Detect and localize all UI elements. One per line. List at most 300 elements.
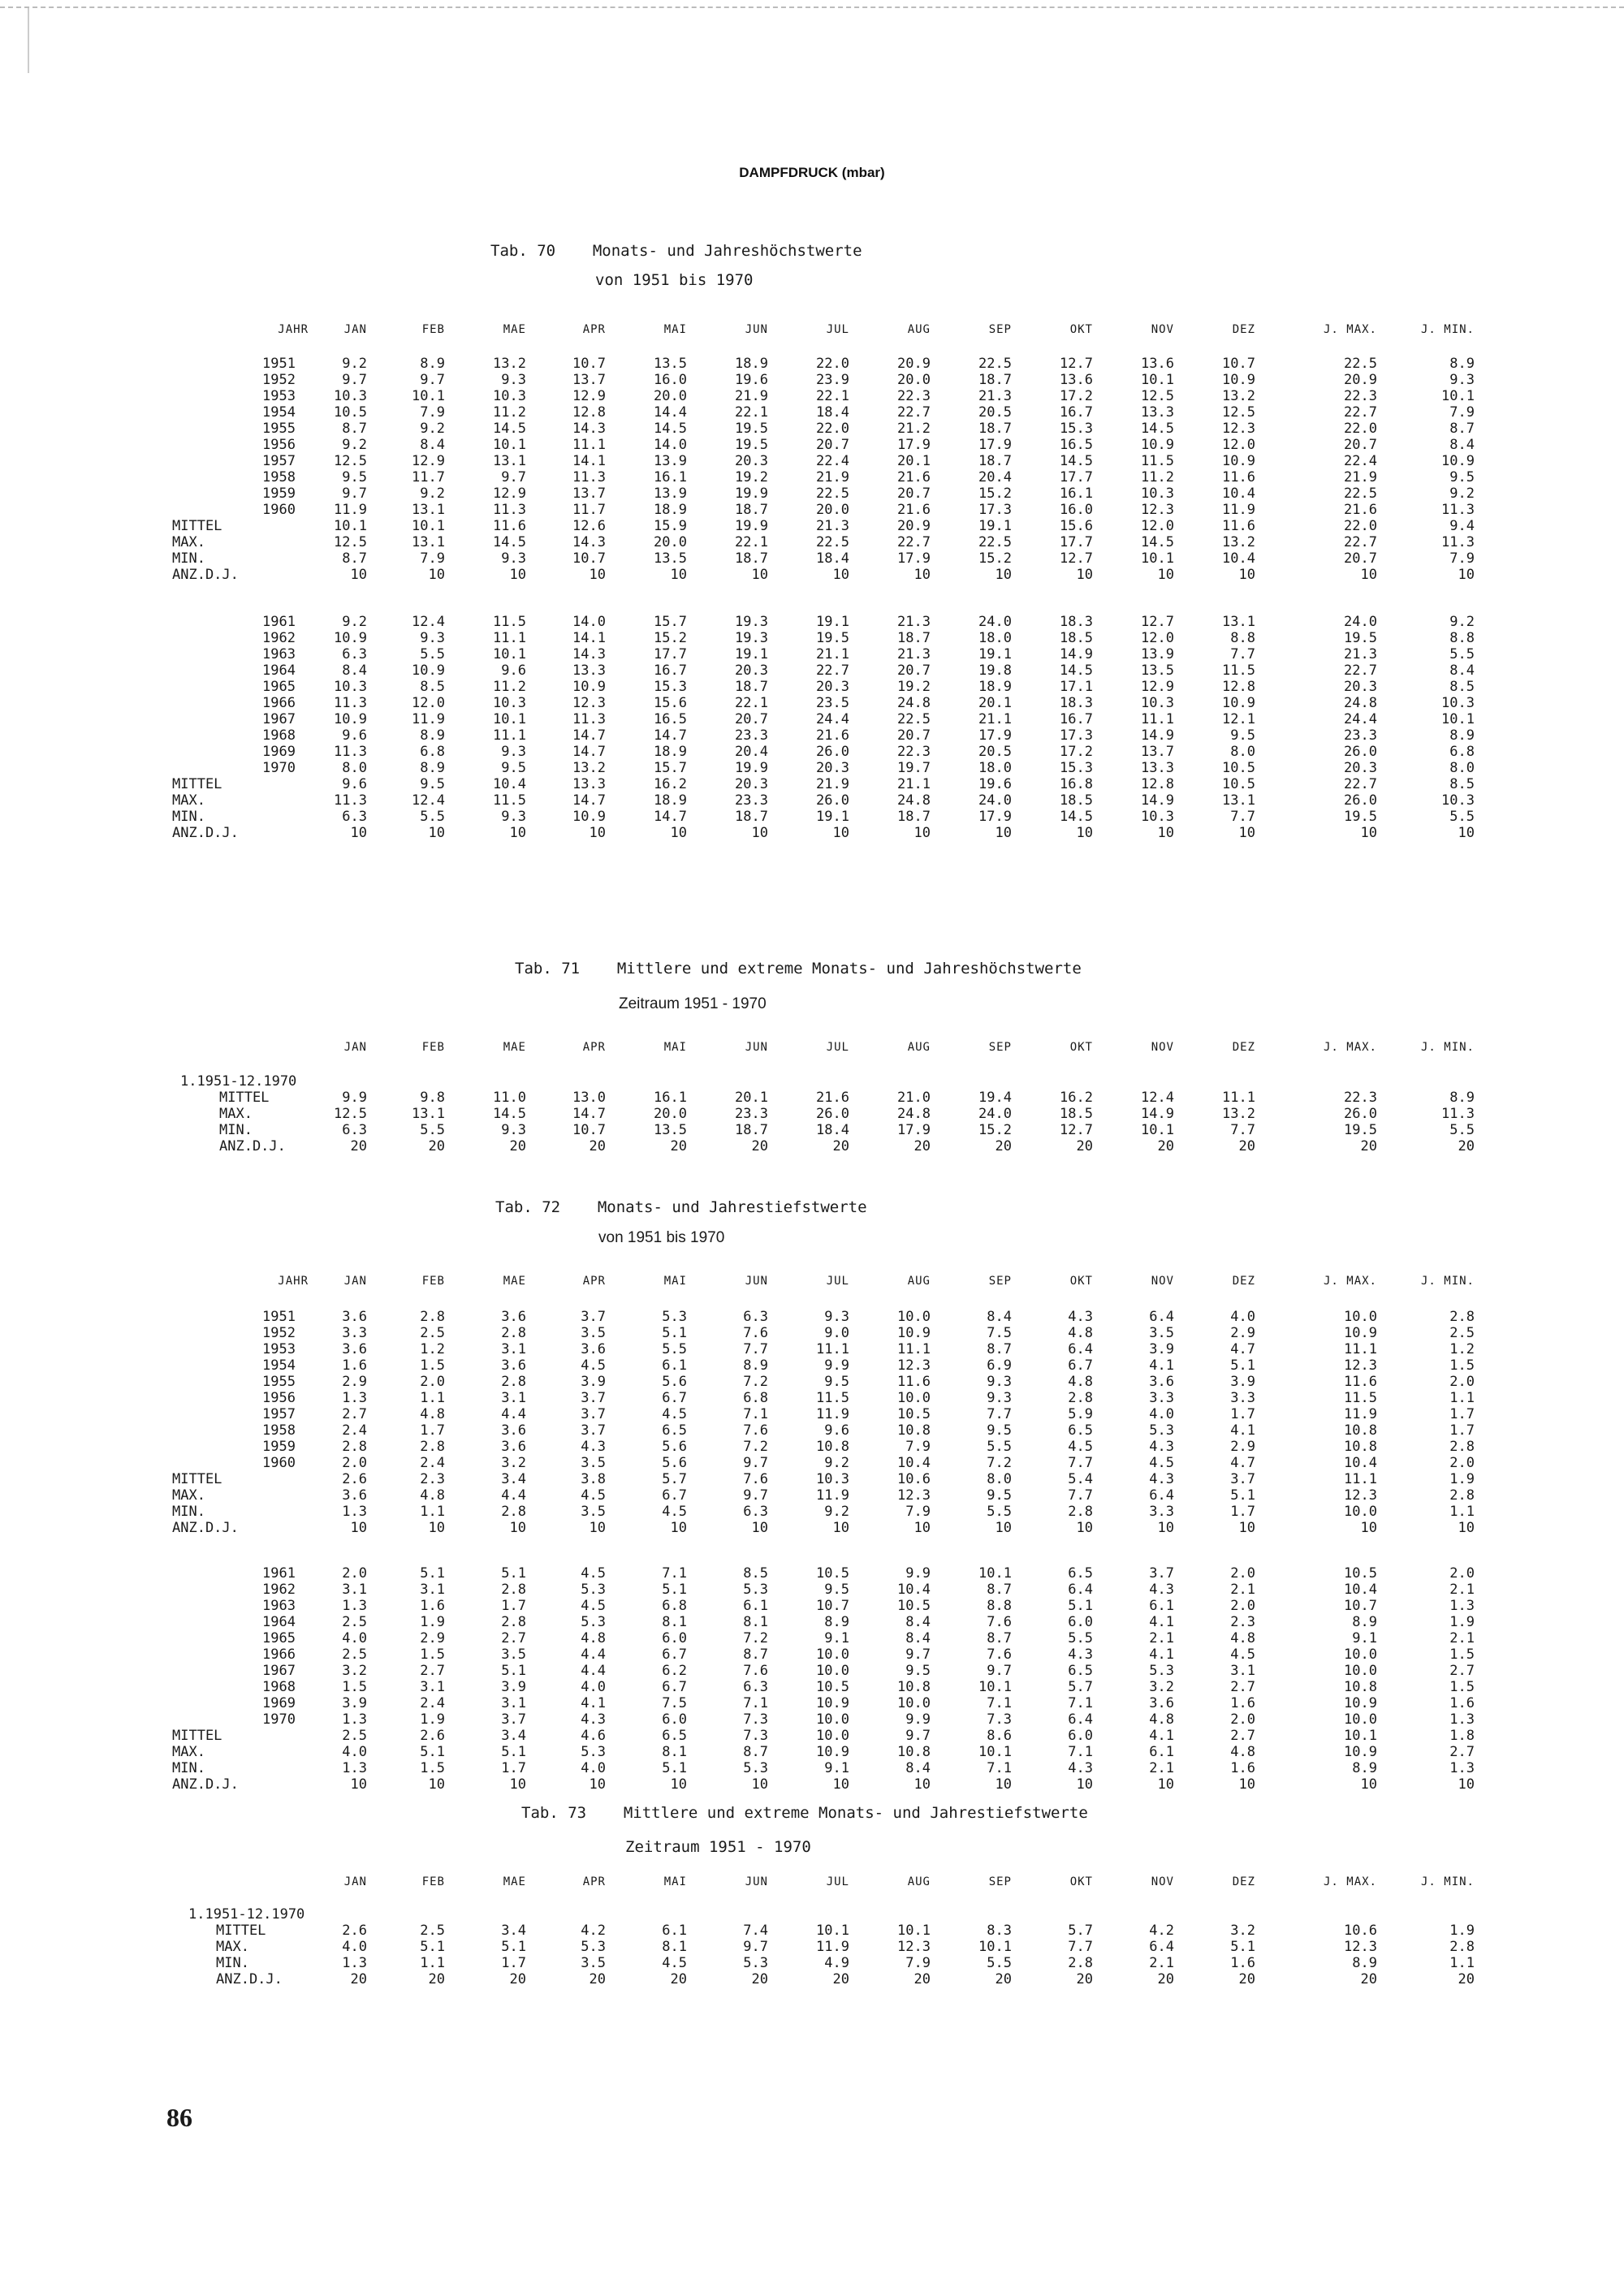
table-cell: 5.3 bbox=[581, 1744, 606, 1760]
table-cell: 14.3 bbox=[572, 646, 606, 662]
table-cell: 10 bbox=[670, 1520, 687, 1536]
header-okt: OKT bbox=[1069, 323, 1093, 336]
table-cell: 11.1 bbox=[1344, 1471, 1377, 1487]
row-year: 1968 bbox=[262, 727, 296, 744]
table-cell: 4.5 bbox=[662, 1504, 687, 1520]
table-cell: 1.3 bbox=[342, 1955, 367, 1971]
table-cell: 6.3 bbox=[743, 1679, 768, 1695]
header-okt: OKT bbox=[1069, 1875, 1093, 1888]
table-cell: 10 bbox=[350, 825, 367, 841]
table-cell: 4.5 bbox=[1068, 1439, 1093, 1455]
table-cell: 14.3 bbox=[572, 421, 606, 437]
table-cell: 10.8 bbox=[1344, 1679, 1377, 1695]
table-cell: 8.4 bbox=[1449, 662, 1475, 679]
table-cell: 20.7 bbox=[897, 727, 931, 744]
table-row bbox=[0, 404, 1624, 421]
table-cell: 16.1 bbox=[654, 469, 687, 486]
table-cell: 10.8 bbox=[897, 1422, 931, 1439]
table-cell: 22.0 bbox=[816, 421, 849, 437]
row-year: 1965 bbox=[262, 1630, 296, 1646]
table-cell: 11.9 bbox=[412, 711, 445, 727]
table-cell: 14.5 bbox=[1060, 453, 1093, 469]
table-cell: 9.9 bbox=[905, 1711, 931, 1728]
table-cell: 10.9 bbox=[334, 711, 367, 727]
table-cell: 7.1 bbox=[743, 1406, 768, 1422]
table-cell: 2.9 bbox=[342, 1374, 367, 1390]
table-cell: 2.1 bbox=[1149, 1760, 1174, 1776]
table-cell: 10.8 bbox=[897, 1744, 931, 1760]
table-cell: 3.2 bbox=[342, 1663, 367, 1679]
table-cell: 14.7 bbox=[572, 1106, 606, 1122]
table-cell: 7.9 bbox=[905, 1439, 931, 1455]
table-row bbox=[0, 744, 1624, 760]
table-cell: 10 bbox=[1360, 567, 1377, 583]
header-jmin: J. MIN. bbox=[1420, 1875, 1475, 1888]
table-cell: 3.1 bbox=[420, 1679, 445, 1695]
row-year: 1967 bbox=[262, 711, 296, 727]
table-cell: 22.3 bbox=[1344, 388, 1377, 404]
table-cell: 9.7 bbox=[501, 469, 526, 486]
table-cell: 7.9 bbox=[420, 550, 445, 567]
table-cell: 10.9 bbox=[334, 630, 367, 646]
table-row bbox=[0, 1614, 1624, 1630]
table-cell: 6.5 bbox=[662, 1422, 687, 1439]
row-year: 1954 bbox=[262, 1357, 296, 1374]
table-cell: 10 bbox=[350, 1776, 367, 1793]
table-cell: 11.6 bbox=[493, 518, 526, 534]
table-cell: 10.4 bbox=[1344, 1455, 1377, 1471]
table-row bbox=[0, 1971, 1624, 1987]
table-cell: 3.7 bbox=[1230, 1471, 1255, 1487]
table-cell: 9.7 bbox=[420, 372, 445, 388]
table-cell: 7.1 bbox=[987, 1760, 1012, 1776]
table-row bbox=[0, 1504, 1624, 1520]
table-cell: 9.1 bbox=[824, 1760, 849, 1776]
table-cell: 10 bbox=[1076, 567, 1093, 583]
table-cell: 17.9 bbox=[978, 437, 1012, 453]
table-cell: 9.7 bbox=[743, 1487, 768, 1504]
table-cell: 11.6 bbox=[1222, 469, 1255, 486]
table-cell: 1.5 bbox=[1449, 1646, 1475, 1663]
table-cell: 4.8 bbox=[420, 1487, 445, 1504]
table-cell: 4.8 bbox=[1230, 1744, 1255, 1760]
table-cell: 16.5 bbox=[1060, 437, 1093, 453]
header-year: JAHR bbox=[278, 1275, 309, 1288]
table-cell: 7.1 bbox=[1068, 1695, 1093, 1711]
table-cell: 21.0 bbox=[897, 1090, 931, 1106]
row-year: 1967 bbox=[262, 1663, 296, 1679]
table-cell: 2.7 bbox=[342, 1406, 367, 1422]
table-cell: 12.1 bbox=[1222, 711, 1255, 727]
table-cell: 9.3 bbox=[501, 809, 526, 825]
table-cell: 2.4 bbox=[342, 1422, 367, 1439]
row-label: ANZ.D.J. bbox=[172, 1776, 239, 1793]
table-cell: 10 bbox=[428, 567, 445, 583]
table-cell: 22.5 bbox=[1344, 486, 1377, 502]
table-cell: 7.6 bbox=[987, 1614, 1012, 1630]
header-feb: FEB bbox=[421, 1875, 445, 1888]
table-cell: 10 bbox=[1238, 825, 1255, 841]
table-cell: 9.7 bbox=[342, 372, 367, 388]
table-cell: 13.7 bbox=[1141, 744, 1174, 760]
table-cell: 19.9 bbox=[735, 486, 768, 502]
table-cell: 21.2 bbox=[897, 421, 931, 437]
header-jan: JAN bbox=[343, 323, 367, 336]
table-cell: 20 bbox=[1360, 1971, 1377, 1987]
header-jan: JAN bbox=[343, 1875, 367, 1888]
header-aug: AUG bbox=[907, 1875, 931, 1888]
row-year: 1952 bbox=[262, 372, 296, 388]
table-cell: 1.3 bbox=[1449, 1760, 1475, 1776]
table-cell: 16.2 bbox=[1060, 1090, 1093, 1106]
table-cell: 5.9 bbox=[1068, 1406, 1093, 1422]
table-cell: 12.3 bbox=[572, 695, 606, 711]
table-cell: 7.5 bbox=[987, 1325, 1012, 1341]
row-year: 1966 bbox=[262, 695, 296, 711]
table-cell: 2.8 bbox=[420, 1309, 445, 1325]
table-cell: 10 bbox=[1360, 1520, 1377, 1536]
table-cell: 2.5 bbox=[1449, 1325, 1475, 1341]
table-cell: 11.3 bbox=[493, 502, 526, 518]
table-cell: 19.5 bbox=[1344, 809, 1377, 825]
table-cell: 3.7 bbox=[581, 1422, 606, 1439]
row-year: 1955 bbox=[262, 1374, 296, 1390]
table-cell: 5.5 bbox=[1449, 809, 1475, 825]
table-cell: 9.5 bbox=[420, 776, 445, 792]
table-cell: 5.3 bbox=[743, 1582, 768, 1598]
table-row bbox=[0, 1582, 1624, 1598]
table-cell: 11.9 bbox=[1344, 1406, 1377, 1422]
table-cell: 13.3 bbox=[1141, 760, 1174, 776]
table-cell: 9.4 bbox=[1449, 518, 1475, 534]
table-cell: 2.7 bbox=[420, 1663, 445, 1679]
table-cell: 1.5 bbox=[1449, 1357, 1475, 1374]
table-cell: 3.1 bbox=[342, 1582, 367, 1598]
table-cell: 5.3 bbox=[743, 1760, 768, 1776]
table-cell: 11.5 bbox=[816, 1390, 849, 1406]
table-cell: 10.6 bbox=[897, 1471, 931, 1487]
table-cell: 8.4 bbox=[987, 1309, 1012, 1325]
table-cell: 11.2 bbox=[493, 404, 526, 421]
header-mai: MAI bbox=[663, 323, 687, 336]
table-cell: 10.0 bbox=[816, 1663, 849, 1679]
row-label: ANZ.D.J. bbox=[219, 1138, 286, 1154]
row-label: MITTEL bbox=[172, 1471, 222, 1487]
table-cell: 18.3 bbox=[1060, 614, 1093, 630]
table-cell: 19.1 bbox=[816, 614, 849, 630]
row-label: MIN. bbox=[172, 1760, 205, 1776]
table-cell: 8.5 bbox=[420, 679, 445, 695]
table-cell: 17.2 bbox=[1060, 388, 1093, 404]
table-cell: 1.9 bbox=[1449, 1471, 1475, 1487]
table-cell: 12.5 bbox=[334, 1106, 367, 1122]
table-cell: 10.4 bbox=[1344, 1582, 1377, 1598]
table-cell: 26.0 bbox=[816, 744, 849, 760]
table-cell: 20.0 bbox=[654, 388, 687, 404]
table-cell: 10.9 bbox=[1222, 372, 1255, 388]
header-jmax: J. MAX. bbox=[1323, 1041, 1377, 1054]
table-cell: 14.1 bbox=[572, 630, 606, 646]
table-cell: 10 bbox=[350, 567, 367, 583]
table-cell: 18.9 bbox=[735, 356, 768, 372]
table-cell: 8.9 bbox=[1352, 1614, 1377, 1630]
table-cell: 20.7 bbox=[816, 437, 849, 453]
table-cell: 10.9 bbox=[1222, 453, 1255, 469]
table-cell: 9.2 bbox=[1449, 614, 1475, 630]
table-cell: 12.3 bbox=[1141, 502, 1174, 518]
table-cell: 5.5 bbox=[1449, 1122, 1475, 1138]
table-cell: 10 bbox=[1458, 1776, 1475, 1793]
table-cell: 5.1 bbox=[501, 1939, 526, 1955]
row-label: MITTEL bbox=[219, 1090, 270, 1106]
table-cell: 1.3 bbox=[1449, 1711, 1475, 1728]
header-jmin: J. MIN. bbox=[1420, 1275, 1475, 1288]
table-cell: 2.8 bbox=[501, 1582, 526, 1598]
header-jul: JUL bbox=[826, 1275, 849, 1288]
table-cell: 12.3 bbox=[897, 1487, 931, 1504]
table-row bbox=[0, 1646, 1624, 1663]
table-cell: 16.5 bbox=[654, 711, 687, 727]
table-cell: 13.5 bbox=[654, 550, 687, 567]
table-cell: 13.2 bbox=[1222, 388, 1255, 404]
table-cell: 14.7 bbox=[572, 727, 606, 744]
table-row bbox=[0, 1679, 1624, 1695]
table-cell: 10.9 bbox=[1141, 437, 1174, 453]
table-cell: 14.5 bbox=[493, 421, 526, 437]
table-cell: 22.7 bbox=[1344, 662, 1377, 679]
table-cell: 12.5 bbox=[334, 453, 367, 469]
table-cell: 13.3 bbox=[572, 776, 606, 792]
table-cell: 20 bbox=[589, 1971, 606, 1987]
table-cell: 10 bbox=[832, 1776, 849, 1793]
table-cell: 21.9 bbox=[816, 776, 849, 792]
table-cell: 10 bbox=[509, 567, 526, 583]
row-year: 1961 bbox=[262, 614, 296, 630]
row-year: 1963 bbox=[262, 646, 296, 662]
header-aug: AUG bbox=[907, 323, 931, 336]
table-row bbox=[0, 695, 1624, 711]
table-cell: 4.1 bbox=[1149, 1614, 1174, 1630]
table-cell: 7.1 bbox=[743, 1695, 768, 1711]
top-scan-rule bbox=[0, 6, 1624, 8]
table-cell: 15.7 bbox=[654, 760, 687, 776]
table-cell: 4.7 bbox=[1230, 1455, 1255, 1471]
table-row bbox=[0, 1728, 1624, 1744]
table-cell: 18.9 bbox=[654, 744, 687, 760]
table-cell: 17.9 bbox=[897, 550, 931, 567]
table-cell: 1.3 bbox=[342, 1760, 367, 1776]
table-cell: 21.1 bbox=[816, 646, 849, 662]
header-jmax: J. MAX. bbox=[1323, 1275, 1377, 1288]
table-row bbox=[0, 1939, 1624, 1955]
table-cell: 1.9 bbox=[1449, 1614, 1475, 1630]
header-mai: MAI bbox=[663, 1041, 687, 1054]
table-cell: 2.8 bbox=[1068, 1504, 1093, 1520]
table-cell: 8.4 bbox=[905, 1614, 931, 1630]
table-cell: 8.7 bbox=[743, 1646, 768, 1663]
header-feb: FEB bbox=[421, 323, 445, 336]
header-aug: AUG bbox=[907, 1275, 931, 1288]
table-cell: 17.1 bbox=[1060, 679, 1093, 695]
table-cell: 12.8 bbox=[1222, 679, 1255, 695]
table-row bbox=[0, 1390, 1624, 1406]
table-cell: 9.7 bbox=[743, 1455, 768, 1471]
table-cell: 18.7 bbox=[978, 421, 1012, 437]
row-year: 1953 bbox=[262, 388, 296, 404]
table-cell: 5.1 bbox=[501, 1565, 526, 1582]
table-cell: 5.4 bbox=[1068, 1471, 1093, 1487]
table-cell: 26.0 bbox=[1344, 744, 1377, 760]
table-cell: 15.7 bbox=[654, 614, 687, 630]
table-cell: 2.8 bbox=[420, 1439, 445, 1455]
table-cell: 22.5 bbox=[897, 711, 931, 727]
table-row bbox=[0, 825, 1624, 841]
table-row bbox=[0, 760, 1624, 776]
tab72-column-header bbox=[0, 1275, 1624, 1291]
table-cell: 10.7 bbox=[572, 550, 606, 567]
table-cell: 19.2 bbox=[735, 469, 768, 486]
table-cell: 12.4 bbox=[412, 614, 445, 630]
row-year: 1951 bbox=[262, 356, 296, 372]
table-cell: 10 bbox=[995, 567, 1012, 583]
table-row bbox=[0, 356, 1624, 372]
table-cell: 2.0 bbox=[1449, 1374, 1475, 1390]
table-cell: 19.1 bbox=[978, 518, 1012, 534]
table-cell: 2.9 bbox=[420, 1630, 445, 1646]
table-cell: 9.3 bbox=[501, 744, 526, 760]
row-label: MAX. bbox=[216, 1939, 249, 1955]
table-cell: 1.9 bbox=[420, 1711, 445, 1728]
table-cell: 20.0 bbox=[654, 1106, 687, 1122]
table-cell: 1.1 bbox=[1449, 1504, 1475, 1520]
table-cell: 9.2 bbox=[342, 437, 367, 453]
table-cell: 10.3 bbox=[493, 388, 526, 404]
table-cell: 12.9 bbox=[1141, 679, 1174, 695]
table-cell: 2.0 bbox=[342, 1455, 367, 1471]
table-cell: 19.1 bbox=[816, 809, 849, 825]
table-cell: 21.3 bbox=[897, 614, 931, 630]
table-cell: 4.1 bbox=[581, 1695, 606, 1711]
table-cell: 20 bbox=[670, 1138, 687, 1154]
table-cell: 19.9 bbox=[735, 518, 768, 534]
table-cell: 10 bbox=[589, 1520, 606, 1536]
table-cell: 8.4 bbox=[905, 1630, 931, 1646]
table-cell: 9.3 bbox=[824, 1309, 849, 1325]
table-cell: 18.7 bbox=[978, 453, 1012, 469]
table-cell: 13.1 bbox=[1222, 614, 1255, 630]
table-cell: 21.1 bbox=[978, 711, 1012, 727]
table-cell: 10 bbox=[914, 1776, 931, 1793]
table-cell: 3.6 bbox=[501, 1422, 526, 1439]
table-cell: 4.5 bbox=[662, 1406, 687, 1422]
table-cell: 21.6 bbox=[1344, 502, 1377, 518]
table-cell: 14.5 bbox=[1141, 534, 1174, 550]
table-cell: 12.5 bbox=[334, 534, 367, 550]
table-cell: 1.6 bbox=[1230, 1955, 1255, 1971]
table-cell: 4.8 bbox=[1149, 1711, 1174, 1728]
table-cell: 20.7 bbox=[897, 662, 931, 679]
table-cell: 8.9 bbox=[1352, 1955, 1377, 1971]
table-cell: 20.7 bbox=[897, 486, 931, 502]
table-row bbox=[0, 646, 1624, 662]
table-cell: 18.0 bbox=[978, 630, 1012, 646]
table-cell: 10.3 bbox=[1141, 809, 1174, 825]
table-cell: 2.0 bbox=[420, 1374, 445, 1390]
table-cell: 20.4 bbox=[978, 469, 1012, 486]
table-cell: 20.3 bbox=[735, 453, 768, 469]
table-cell: 7.2 bbox=[743, 1630, 768, 1646]
table-cell: 1.2 bbox=[1449, 1341, 1475, 1357]
table-cell: 10.1 bbox=[493, 437, 526, 453]
table-cell: 11.6 bbox=[1344, 1374, 1377, 1390]
table-cell: 14.5 bbox=[1060, 809, 1093, 825]
table-cell: 8.7 bbox=[743, 1744, 768, 1760]
table-cell: 8.0 bbox=[342, 760, 367, 776]
table-cell: 11.5 bbox=[1222, 662, 1255, 679]
table-cell: 3.5 bbox=[581, 1955, 606, 1971]
table-cell: 17.9 bbox=[897, 437, 931, 453]
table-row bbox=[0, 776, 1624, 792]
table-cell: 3.6 bbox=[501, 1439, 526, 1455]
table-cell: 9.1 bbox=[1352, 1630, 1377, 1646]
table-cell: 21.6 bbox=[897, 502, 931, 518]
table-cell: 10 bbox=[1157, 1520, 1174, 1536]
table-cell: 23.3 bbox=[735, 727, 768, 744]
table-cell: 4.8 bbox=[1068, 1374, 1093, 1390]
row-label: ANZ.D.J. bbox=[172, 567, 239, 583]
table-cell: 10 bbox=[1157, 825, 1174, 841]
table-row bbox=[0, 809, 1624, 825]
table-cell: 1.5 bbox=[1449, 1679, 1475, 1695]
table-cell: 8.5 bbox=[1449, 679, 1475, 695]
table-cell: 15.2 bbox=[978, 1122, 1012, 1138]
table-cell: 10.5 bbox=[334, 404, 367, 421]
table-cell: 9.5 bbox=[1230, 727, 1255, 744]
table-cell: 9.3 bbox=[501, 372, 526, 388]
table-cell: 21.9 bbox=[1344, 469, 1377, 486]
table-cell: 4.5 bbox=[581, 1357, 606, 1374]
table-cell: 10 bbox=[751, 567, 768, 583]
row-label: MITTEL bbox=[172, 518, 222, 534]
header-jan: JAN bbox=[343, 1275, 367, 1288]
row-year: 1956 bbox=[262, 437, 296, 453]
table-cell: 3.1 bbox=[1230, 1663, 1255, 1679]
header-nov: NOV bbox=[1151, 323, 1174, 336]
table-cell: 19.7 bbox=[897, 760, 931, 776]
table-cell: 6.4 bbox=[1068, 1582, 1093, 1598]
table-cell: 20.7 bbox=[1344, 550, 1377, 567]
table-cell: 10 bbox=[751, 1776, 768, 1793]
table-cell: 13.7 bbox=[572, 486, 606, 502]
table-cell: 26.0 bbox=[816, 1106, 849, 1122]
table-row bbox=[0, 1487, 1624, 1504]
row-label: MIN. bbox=[219, 1122, 253, 1138]
table-cell: 3.3 bbox=[1149, 1504, 1174, 1520]
table-cell: 17.3 bbox=[978, 502, 1012, 518]
table-cell: 10 bbox=[589, 1776, 606, 1793]
table-cell: 6.3 bbox=[342, 1122, 367, 1138]
table-cell: 4.3 bbox=[581, 1439, 606, 1455]
table-cell: 3.9 bbox=[1149, 1341, 1174, 1357]
table-cell: 3.6 bbox=[1149, 1695, 1174, 1711]
row-year: 1969 bbox=[262, 1695, 296, 1711]
table-cell: 20.1 bbox=[978, 695, 1012, 711]
table-row bbox=[0, 1663, 1624, 1679]
table-cell: 9.5 bbox=[987, 1422, 1012, 1439]
table-cell: 10.3 bbox=[816, 1471, 849, 1487]
row-year: 1968 bbox=[262, 1679, 296, 1695]
table-cell: 9.7 bbox=[905, 1728, 931, 1744]
